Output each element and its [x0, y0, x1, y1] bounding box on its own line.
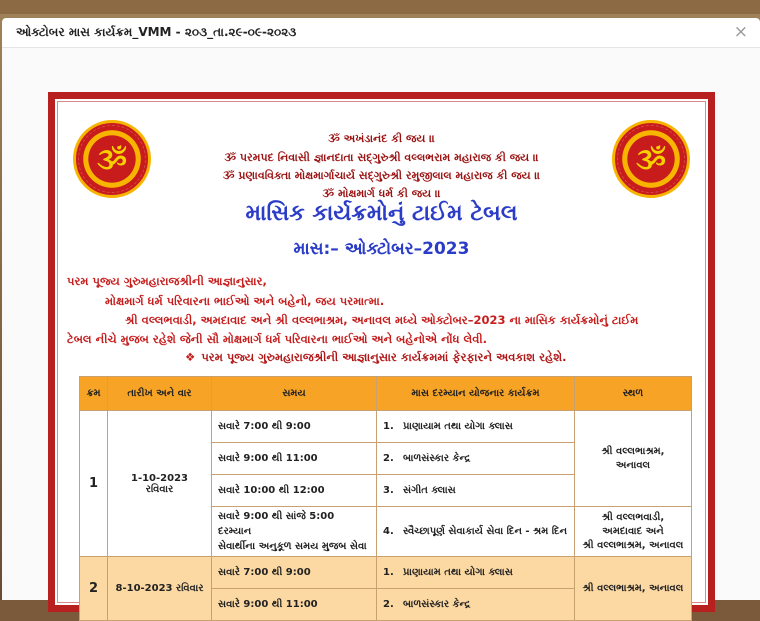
- row-number: 2: [80, 557, 108, 621]
- program-cell: 2. બાળસંસ્કાર કેન્દ્ર: [377, 443, 575, 475]
- program-cell: 2. બાળસંસ્કાર કેન્દ્ર: [377, 589, 575, 621]
- modal-header: [2, 18, 760, 48]
- place-cell: શ્રી વલ્લભાશ્રમ, અનાવલ: [575, 411, 692, 507]
- time-cell: સવારે 7:00 થી 9:00: [212, 557, 377, 589]
- program-cell: 1. પ્રાણાયામ તથા યોગા ક્લાસ: [377, 557, 575, 589]
- diamond-bullet-icon: ❖: [185, 350, 196, 364]
- intro-line: ટેબલ નીચે મુજબ રહેશે જેની સૌ મોક્ષમાર્ગ ધર્મ પરિવારના ભાઈઓ અને બહેનોએ નોંધ લેવી.: [67, 332, 488, 346]
- intro-line: પરમ પૂજ્ય ગુરુમહારાજશ્રીની આજ્ઞાનુસાર,: [67, 274, 267, 288]
- date-cell: 1-10-2023 રવિવાર: [108, 411, 212, 557]
- time-cell: સવારે 9:00 થી 11:00: [212, 589, 377, 621]
- place-cell: શ્રી વલ્લભવાડી, અમદાવાદ અને શ્રી વલ્લભાશ્રમ, અનાવલ: [575, 507, 692, 557]
- document-modal: [2, 18, 760, 610]
- site-nav-bar: [0, 0, 760, 14]
- column-header: તારીખ અને વાર: [108, 377, 212, 411]
- column-header: ક્રમ: [80, 377, 108, 411]
- modal-body[interactable]: [2, 48, 760, 610]
- intro-line: શ્રી વલ્લભવાડી, અમદાવાદ અને શ્રી વલ્લભાશ્રમ, અનાવલ મધ્યે ઓક્ટોબર–2023 ના માસિક કાર્યક્રમોનું ટાઈમ: [125, 313, 639, 327]
- date-cell: 8-10-2023 રવિવાર: [108, 557, 212, 621]
- close-icon[interactable]: ×: [733, 22, 748, 42]
- invocation-line: ૐ અખંડાનંદ કી જય ॥: [327, 132, 436, 145]
- intro-line: મોક્ષમાર્ગ ધર્મ પરિવારના ભાઈઓ અને બહેનો, જય પરમાત્મા.: [105, 294, 385, 308]
- month-label: માસ:– ઓક્ટોબર–2023: [293, 239, 470, 259]
- program-cell: 4. સ્વૈચ્છાપૂર્ણ સેવાકાર્ય સેવા દિન - શ્રમ દિન: [377, 507, 575, 557]
- seal-logo-left: ૐ: [73, 120, 151, 198]
- notice-line: ❖ પરમ પૂજ્ય ગુરુમહારાજશ્રીની આજ્ઞાનુસાર કાર્યક્રમમાં ફેરફારને અવકાશ રહેશે.: [185, 350, 567, 364]
- program-cell: 1. પ્રાણાયામ તથા યોગા ક્લાસ: [377, 411, 575, 443]
- column-header: માસ દરમ્યાન યોજનાર કાર્યક્રમ: [377, 377, 575, 411]
- seal-logo-right: ૐ: [612, 120, 690, 198]
- place-cell: શ્રી વલ્લભાશ્રમ, અનાવલ: [575, 557, 692, 621]
- modal-title: ઓક્ટોબર માસ કાર્યક્રમ_VMM - ૨૦૩_તા.૨૯-૦૯-૨૦૨૩: [16, 25, 297, 39]
- table-row: [80, 557, 692, 589]
- time-cell: સવારે 7:00 થી 9:00: [212, 411, 377, 443]
- table-header-row: [80, 377, 692, 411]
- schedule-table: [79, 376, 692, 621]
- time-cell: સવારે 9:00 થી 11:00: [212, 443, 377, 475]
- table-row: [80, 411, 692, 443]
- column-header: સ્થળ: [575, 377, 692, 411]
- column-header: સમય: [212, 377, 377, 411]
- time-cell: સવારે 10:00 થી 12:00: [212, 475, 377, 507]
- program-cell: 3. સંગીત ક્લાસ: [377, 475, 575, 507]
- document-page: [48, 92, 715, 612]
- time-cell: સવારે 9:00 થી સાંજે 5:00 દરમ્યાન સેવાર્થીના અનુકૂળ સમય મુજબ સેવા: [212, 507, 377, 557]
- row-number: 1: [80, 411, 108, 557]
- document-heading: માસિક કાર્યક્રમોનું ટાઈમ ટેબલ: [245, 201, 518, 226]
- invocation-line: ૐ મોક્ષમાર્ગ ધર્મ કી જય ॥: [322, 187, 441, 200]
- invocation-line: ૐ પરમપદ નિવાસી જ્ઞાનદાતા સદ્ગુરુશ્રી વલ્લભરામ મહારાજ કી જય ॥: [224, 151, 539, 164]
- invocation-line: ૐ પ્રણાવવિક્તા મોક્ષમાર્ગાચાર્ય સદ્ગુરુશ્રી રમુજીલાલ મહારાજ કી જય ॥: [222, 169, 541, 182]
